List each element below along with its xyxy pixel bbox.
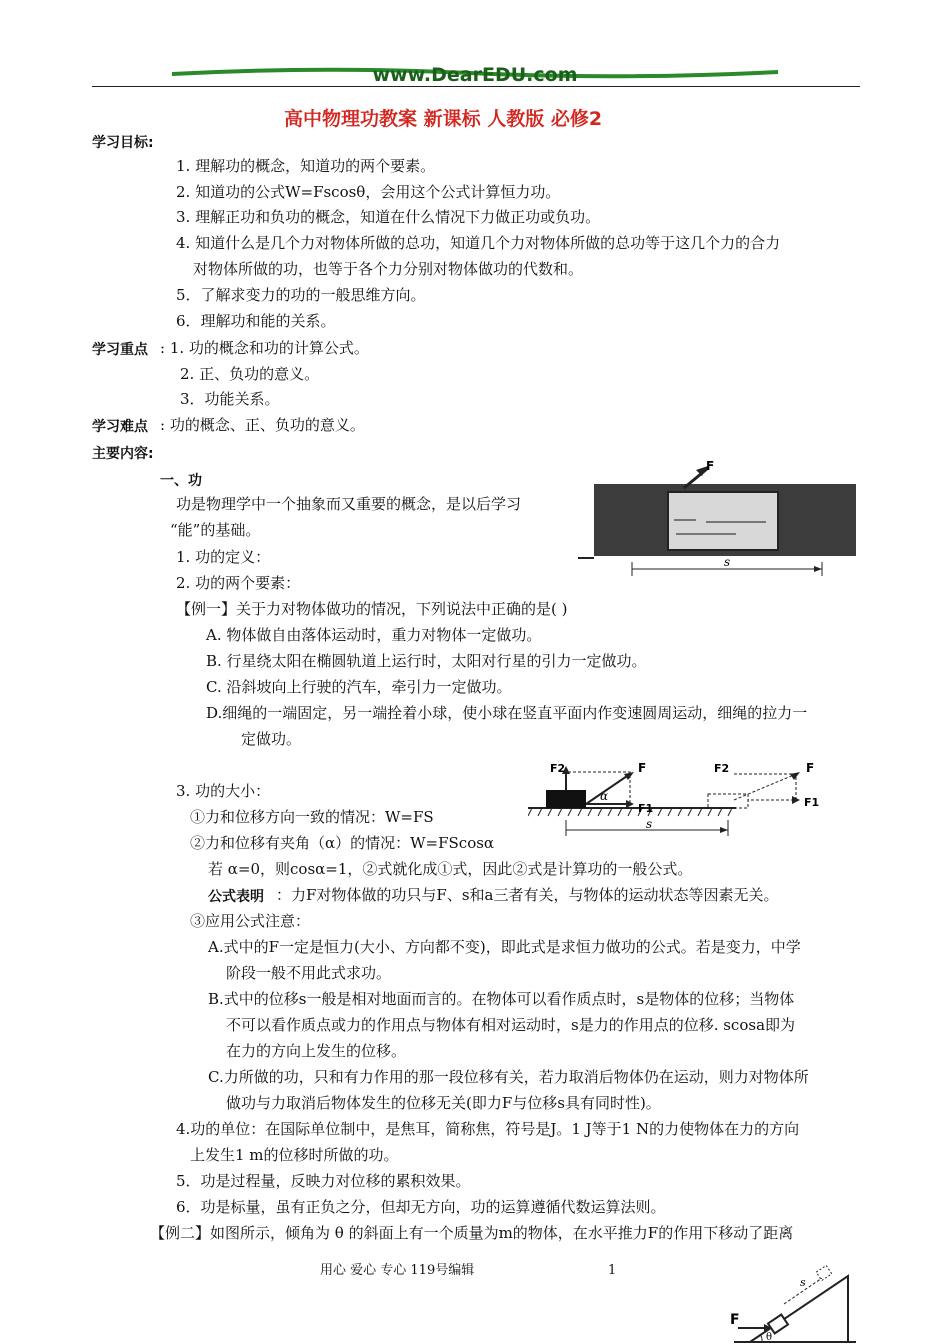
formula-text: ：力F对物体做的功只与F、s和a三者有关，与物体的运动状态等因素无关。	[276, 886, 779, 904]
point-a-cont: 阶段一般不用此式求功。	[226, 964, 392, 982]
key-point-item: 3．功能关系。	[180, 390, 280, 408]
option-a: A. 物体做自由落体运动时，重力对物体一定做功。	[206, 626, 542, 644]
figure-box-force	[576, 460, 856, 580]
fig2-f1-label: F1	[638, 802, 654, 815]
point-c-cont: 做功与力取消后物体发生的位移无关(即力F与位移s具有同时性)。	[226, 1094, 661, 1112]
fig3-s-label: s	[800, 1276, 806, 1289]
unit-text-cont: 上发生1 m的位移时所做的功。	[190, 1146, 399, 1164]
point-c: C.力所做的功，只和有力作用的那一段位移有关，若力取消后物体仍在运动，则力对物体所	[208, 1068, 809, 1086]
goal-item: 2. 知道功的公式W=Fscosθ，会用这个公式计算恒力功。	[176, 183, 561, 201]
key-point-item: 2. 正、负功的意义。	[180, 365, 320, 383]
scalar-text: 6．功是标量，虽有正负之分，但却无方向，功的运算遵循代数运算法则。	[176, 1198, 666, 1216]
fig2-alpha-label: α	[600, 789, 609, 803]
apply-heading: ③应用公式注意：	[190, 912, 311, 930]
main-label: 主要内容:	[92, 446, 154, 462]
fig3-force-label: F	[730, 1312, 740, 1328]
point-a: A.式中的F一定是恒力(大小、方向都不变)，即此式是求恒力做功的公式。若是变力，中学	[208, 938, 801, 956]
option-c: C. 沿斜坡向上行驶的汽车，牵引力一定做功。	[206, 678, 512, 696]
goal-item: 对物体所做的功，也等于各个力分别对物体做功的代数和。	[193, 260, 584, 278]
goal-item: 5．了解求变力的功的一般思维方向。	[176, 286, 426, 304]
logo-text: www.DearEDU.com	[372, 64, 578, 86]
note: 若 α=0，则cosα=1，②式就化成①式，因此②式是计算功的一般公式。	[208, 860, 693, 878]
goal-item: 6．理解功和能的关系。	[176, 312, 336, 330]
work-size: 3. 功的大小：	[176, 782, 271, 800]
site-logo	[170, 62, 780, 88]
goal-item: 4. 知道什么是几个力对物体所做的总功，知道几个力对物体所做的总功等于这几个力的合力	[176, 234, 781, 252]
process-text: 5．功是过程量，反映力对位移的累积效果。	[176, 1172, 471, 1190]
footer-text: 用心 爱心 专心 119号编辑	[320, 1263, 475, 1278]
point-b: B.式中的位移s一般是相对地面而言的。在物体可以看作质点时，s是物体的位移；当物体	[208, 990, 795, 1008]
fig2-s-label: s	[646, 817, 653, 831]
section-heading: 一、功	[160, 473, 202, 489]
goals-label: 学习目标:	[92, 135, 154, 151]
difficulties-label: 学习难点	[92, 419, 148, 435]
elements: 2. 功的两个要素：	[176, 574, 301, 592]
goal-item: 3. 理解正功和负功的概念，知道在什么情况下力做正功或负功。	[176, 208, 601, 226]
point-b-cont: 在力的方向上发生的位移。	[226, 1042, 407, 1060]
figure-incline	[730, 1262, 860, 1344]
fig1-disp-label: s	[724, 555, 731, 569]
intro-text: “能”的基础。	[170, 521, 261, 539]
option-d-cont: 定做功。	[241, 730, 302, 748]
fig1-force-label: F	[706, 460, 715, 473]
unit-text: 4.功的单位：在国际单位制中，是焦耳，简称焦，符号是J。1 J等于1 N的力使物体在力的方向	[176, 1120, 800, 1138]
figure-force-components	[528, 760, 858, 840]
page-title: 高中物理功教案 新课标 人教版 必修2	[284, 108, 603, 130]
fig3-theta-label: θ	[766, 1332, 773, 1343]
goal-item: 1. 理解功的概念，知道功的两个要素。	[176, 157, 436, 175]
point-b-cont: 不可以看作质点或力的作用点与物体有相对运动时，s是力的作用点的位移. scosa即为	[226, 1016, 796, 1034]
formula-label: 公式表明	[208, 889, 264, 905]
key-point-item: : 1. 功的概念和功的计算公式。	[160, 339, 369, 357]
key-points-label: 学习重点	[92, 342, 148, 358]
definition: 1. 功的定义：	[176, 548, 271, 566]
difficulties-text: : 功的概念、正、负功的意义。	[160, 416, 365, 434]
case-two: ②力和位移有夹角（α）的情况：W=FScosα	[190, 834, 495, 852]
intro-text: 功是物理学中一个抽象而又重要的概念，是以后学习	[176, 495, 522, 513]
page-number: 1	[608, 1263, 617, 1278]
option-b: B. 行星绕太阳在椭圆轨道上运行时，太阳对行星的引力一定做功。	[206, 652, 647, 670]
case-one: ①力和位移方向一致的情况：W=FS	[190, 808, 434, 826]
example2-stem: 【例二】如图所示，倾角为 θ 的斜面上有一个质量为m的物体，在水平推力F的作用下移动了距离	[150, 1224, 794, 1242]
fig2-f-label-2: F	[806, 761, 815, 775]
fig2-f1-label-2: F1	[804, 796, 820, 809]
fig2-f2-label-2: F2	[714, 762, 730, 775]
fig2-f2-label: F2	[550, 762, 566, 775]
example1-stem: 【例一】关于力对物体做功的情况，下列说法中正确的是( )	[176, 600, 568, 618]
fig2-f-label: F	[638, 761, 647, 775]
option-d: D.细绳的一端固定，另一端拴着小球，使小球在竖直平面内作变速圆周运动，细绳的拉力一	[206, 704, 808, 722]
